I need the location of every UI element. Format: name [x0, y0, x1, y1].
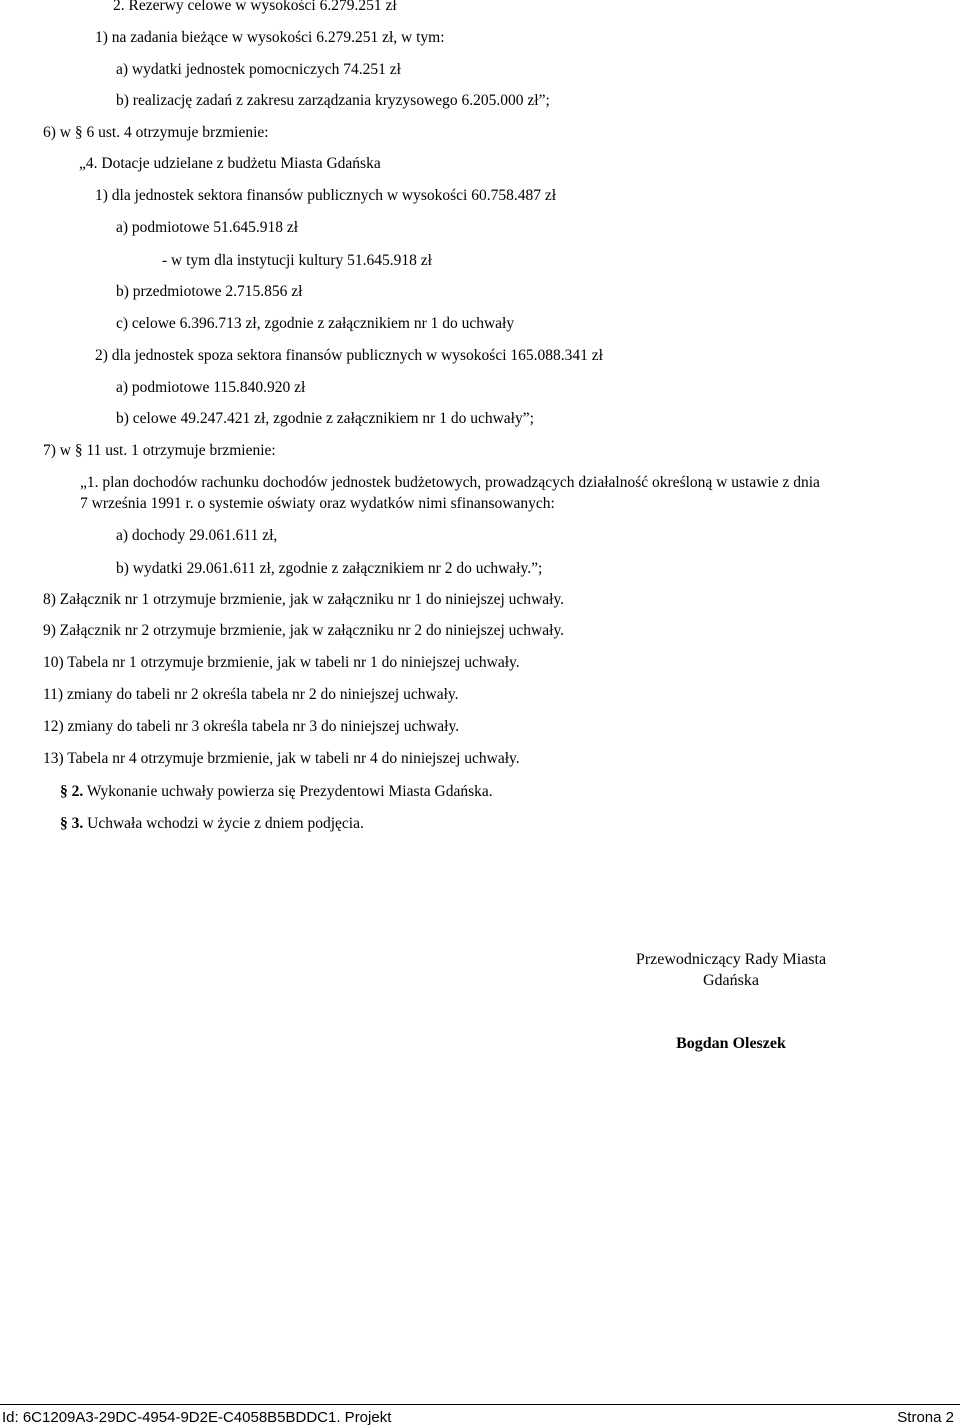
text-line: 6) w § 6 ust. 4 otrzymuje brzmienie: [43, 124, 269, 141]
text-line: „4. Dotacje udzielane z budżetu Miasta Gdańska [79, 155, 381, 172]
text-line: b) realizację zadań z zakresu zarządzania kryzysowego 6.205.000 zł”; [116, 92, 550, 109]
section-2 [60, 782, 493, 802]
signature-title: Przewodniczący Rady Miasta [635, 951, 827, 968]
section-text: Wykonanie uchwały powierza się Prezydentowi Miasta Gdańska. [83, 783, 493, 800]
text-line: a) dochody 29.061.611 zł, [116, 527, 278, 544]
text-line: 7 września 1991 r. o systemie oświaty oraz wydatków nimi sfinansowanych: [80, 495, 555, 512]
page-number: Strona 2 [897, 1409, 954, 1426]
text-line: a) wydatki jednostek pomocniczych 74.251 zł [116, 61, 401, 78]
text-line: 1) dla jednostek sektora finansów publicznych w wysokości 60.758.487 zł [95, 187, 557, 204]
signature-title: Gdańska [703, 972, 759, 989]
section-3 [60, 814, 364, 834]
section-number: § 2. [60, 783, 84, 800]
text-line: c) celowe 6.396.713 zł, zgodnie z załącznikiem nr 1 do uchwały [116, 315, 515, 332]
section-number: § 3. [60, 815, 84, 832]
text-line: - w tym dla instytucji kultury 51.645.918 zł [162, 252, 432, 269]
text-line: b) wydatki 29.061.611 zł, zgodnie z załącznikiem nr 2 do uchwały.”; [116, 560, 543, 577]
text-line: 7) w § 11 ust. 1 otrzymuje brzmienie: [43, 442, 276, 459]
page-footer [0, 1404, 960, 1428]
text-line: b) celowe 49.247.421 zł, zgodnie z załącznikiem nr 1 do uchwały”; [116, 410, 534, 427]
text-line: 13) Tabela nr 4 otrzymuje brzmienie, jak w tabeli nr 4 do niniejszej uchwały. [43, 750, 520, 767]
text-line: a) podmiotowe 115.840.920 zł [116, 379, 306, 396]
text-line: 2) dla jednostek spoza sektora finansów publicznych w wysokości 165.088.341 zł [95, 347, 603, 364]
text-line: 1) na zadania bieżące w wysokości 6.279.251 zł, w tym: [95, 29, 445, 46]
text-line: b) przedmiotowe 2.715.856 zł [116, 283, 303, 300]
section-text: Uchwała wchodzi w życie z dniem podjęcia. [83, 815, 364, 832]
document-id: Id: 6C1209A3-29DC-4954-9D2E-C4058B5BDDC1. Projekt [2, 1409, 392, 1426]
text-line: 2. Rezerwy celowe w wysokości 6.279.251 zł [113, 0, 397, 14]
text-line: a) podmiotowe 51.645.918 zł [116, 219, 299, 236]
signature-name: Bogdan Oleszek [676, 1035, 786, 1052]
text-line: 8) Załącznik nr 1 otrzymuje brzmienie, jak w załączniku nr 1 do niniejszej uchwały. [43, 591, 565, 608]
text-line: 12) zmiany do tabeli nr 3 określa tabela nr 3 do niniejszej uchwały. [43, 718, 460, 735]
text-line: 11) zmiany do tabeli nr 2 określa tabela nr 2 do niniejszej uchwały. [43, 686, 459, 703]
footer-divider [0, 1404, 960, 1405]
text-line: 9) Załącznik nr 2 otrzymuje brzmienie, jak w załączniku nr 2 do niniejszej uchwały. [43, 622, 565, 639]
text-line: 10) Tabela nr 1 otrzymuje brzmienie, jak w tabeli nr 1 do niniejszej uchwały. [43, 654, 520, 671]
text-line: „1. plan dochodów rachunku dochodów jednostek budżetowych, prowadzących działalność określoną w ustawie z dnia [80, 474, 820, 491]
